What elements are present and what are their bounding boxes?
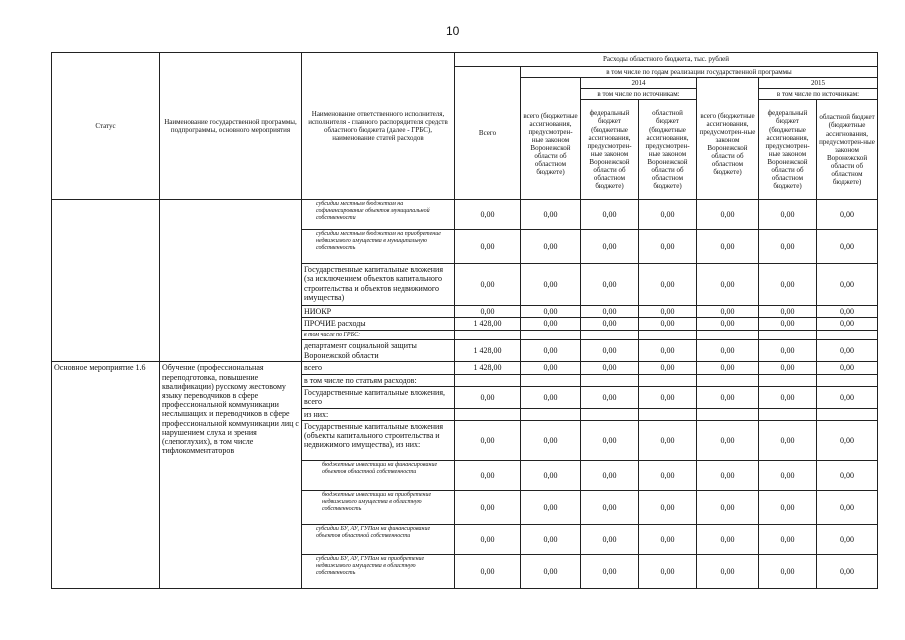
row-label: в том числе по ГРБС: [302,330,455,340]
row-value: 0,00 [817,306,878,318]
row-value: 0,00 [817,264,878,306]
row-value [817,330,878,340]
row-value: 0,00 [817,386,878,408]
row-value [759,374,817,386]
row-value: 0,00 [581,230,639,264]
row-total: 0,00 [455,420,521,460]
row-value [581,330,639,340]
row-value: 0,00 [521,264,581,306]
page-number: 10 [446,24,460,38]
row-value: 0,00 [759,490,817,524]
row-total [455,374,521,386]
row-total: 0,00 [455,554,521,588]
row-value: 0,00 [759,340,817,362]
row-value: 0,00 [581,318,639,330]
header-total-budget-2014: всего (бюджетные ассигнования, предусмотрен-ные законом Воронежской области об областном бюджете) [521,89,581,200]
budget-table [51,52,878,589]
row-label: ПРОЧИЕ расходы [302,318,455,330]
row-value: 0,00 [697,306,759,318]
row-value: 0,00 [697,490,759,524]
row-value: 0,00 [759,362,817,374]
row-value: 0,00 [697,386,759,408]
row-label: бюджетные инвестиции на приобретение недвижимого имущества в областную собственность [302,490,455,524]
row-value [639,330,697,340]
row-value: 0,00 [817,340,878,362]
header-year-2015: 2015 [759,78,878,89]
row-value: 0,00 [581,200,639,230]
row-value: 0,00 [817,318,878,330]
row-total: 0,00 [455,306,521,318]
row-value [697,408,759,420]
header-by-sources-2014: в том числе по источникам: [581,89,697,100]
row-value: 0,00 [817,554,878,588]
header-by-sources-2015: в том числе по источникам: [759,89,878,100]
row-value: 0,00 [759,230,817,264]
header-year-2014: 2014 [581,78,697,89]
row-label: субсидии местным бюджетам на софинансирование объектов муниципальной собственности [302,200,455,230]
row-value: 0,00 [817,200,878,230]
row-label: бюджетные инвестиции на финансирование объектов областной собственности [302,460,455,490]
row-value: 0,00 [639,490,697,524]
row-value: 0,00 [817,230,878,264]
row-value: 0,00 [817,460,878,490]
row-label: из них: [302,408,455,420]
row-value: 0,00 [697,230,759,264]
row-value: 0,00 [759,554,817,588]
row-value: 0,00 [639,460,697,490]
row-value: 0,00 [639,318,697,330]
row-value: 0,00 [581,386,639,408]
status-cell-empty [52,200,160,362]
row-value: 0,00 [697,200,759,230]
event-status: Основное мероприятие 1.6 [52,362,160,589]
row-value: 0,00 [759,306,817,318]
row-value: 0,00 [817,420,878,460]
row-value: 0,00 [639,554,697,588]
row-value: 0,00 [521,318,581,330]
name-cell-empty [160,200,302,362]
row-value: 0,00 [639,362,697,374]
row-value: 0,00 [639,230,697,264]
row-label: субсидии БУ, АУ, ГУПам на приобретение недвижимого имущества в областную собственность [302,554,455,588]
row-total: 0,00 [455,524,521,554]
row-value: 0,00 [521,420,581,460]
row-value: 0,00 [759,524,817,554]
row-value: 0,00 [521,554,581,588]
row-value: 0,00 [521,306,581,318]
row-value: 0,00 [697,420,759,460]
row-value [817,374,878,386]
row-value: 0,00 [759,420,817,460]
row-label: всего [302,362,455,374]
row-value: 0,00 [697,318,759,330]
row-value: 0,00 [521,524,581,554]
header-regional-2014: областной бюджет (бюджетные ассигнования, предусмотрен-ные законом Воронежской области об областном бюджете) [639,100,697,200]
row-value: 0,00 [581,524,639,554]
row-value: 0,00 [817,490,878,524]
row-value: 0,00 [581,420,639,460]
row-value [581,374,639,386]
row-value: 0,00 [697,524,759,554]
row-label: департамент социальной защиты Воронежской области [302,340,455,362]
row-value: 0,00 [581,340,639,362]
row-total: 0,00 [455,264,521,306]
row-total: 1 428,00 [455,318,521,330]
row-total: 0,00 [455,460,521,490]
row-value: 0,00 [581,306,639,318]
row-value: 0,00 [759,264,817,306]
row-value: 0,00 [581,362,639,374]
row-value: 0,00 [759,386,817,408]
row-value: 0,00 [521,490,581,524]
row-value: 0,00 [697,362,759,374]
header-total-budget-2015: всего (бюджетные ассигнования, предусмотрен-ные законом Воронежской области об областном бюджете) [697,89,759,200]
row-label: в том числе по статьям расходов: [302,374,455,386]
row-value: 0,00 [639,524,697,554]
header-executor: Наименование ответственного исполнителя, исполнителя - главного распорядителя средств областного бюджета (далее - ГРБС), наименование статей расходов [302,53,455,200]
header-total: Всего [455,67,521,200]
row-value: 0,00 [581,264,639,306]
row-value: 0,00 [697,460,759,490]
row-value: 0,00 [759,200,817,230]
row-value: 0,00 [697,264,759,306]
row-value: 0,00 [639,264,697,306]
event-name: Обучение (профессиональная переподготовка, повышение квалификации) русскому жестовому языку переводчиков в сфере профессиональной коммуникации неслышащих и переводчиков в сфере профессиональной коммуникации лиц с нарушением слуха и зрения (слепоглухих), в том числе тифлокомментаторов [160,362,302,589]
row-total [455,408,521,420]
row-value [759,330,817,340]
row-value: 0,00 [521,340,581,362]
row-label: Государственные капитальные вложения (объекты капитального строительства и недвижимого имущества), из них: [302,420,455,460]
row-value: 0,00 [639,200,697,230]
row-value [817,408,878,420]
row-total: 0,00 [455,490,521,524]
header-program-name: Наименование государственной программы, подпрограммы, основного мероприятия [160,53,302,200]
header-regional-2015: областной бюджет (бюджетные ассигнования, предусмотрен-ные законом Воронежской области об областном бюджете) [817,100,878,200]
row-value [697,374,759,386]
row-value: 0,00 [521,460,581,490]
row-value: 0,00 [521,230,581,264]
row-value: 0,00 [817,524,878,554]
row-value: 0,00 [581,460,639,490]
row-value [521,408,581,420]
row-value: 0,00 [639,340,697,362]
row-value [639,408,697,420]
row-value [521,374,581,386]
row-value: 0,00 [697,340,759,362]
row-value [639,374,697,386]
row-value: 0,00 [639,386,697,408]
row-total: 0,00 [455,200,521,230]
row-value [697,330,759,340]
header-status: Статус [52,53,160,200]
row-label: субсидии БУ, АУ, ГУПам на финансирование объектов областной собственности [302,524,455,554]
row-value: 0,00 [639,306,697,318]
row-value [521,330,581,340]
row-value: 0,00 [697,554,759,588]
row-value: 0,00 [639,420,697,460]
row-value: 0,00 [521,200,581,230]
row-value: 0,00 [521,386,581,408]
row-value: 0,00 [759,460,817,490]
header-federal-2015: федеральный бюджет (бюджетные ассигнования, предусмотрен-ные законом Воронежской области об областном бюджете) [759,100,817,200]
row-total: 0,00 [455,230,521,264]
row-label: Государственные капитальные вложения, всего [302,386,455,408]
row-value: 0,00 [581,490,639,524]
row-value [759,408,817,420]
row-value [581,408,639,420]
row-total [455,330,521,340]
row-total: 1 428,00 [455,362,521,374]
row-value: 0,00 [759,318,817,330]
header-expenses: Расходы областного бюджета, тыс. рублей [455,53,878,67]
row-label: субсидии местным бюджетам на приобретение недвижимого имущества в муниципальную собственность [302,230,455,264]
row-value: 0,00 [817,362,878,374]
header-federal-2014: федеральный бюджет (бюджетные ассигнования, предусмотрен-ные законом Воронежской области об областном бюджете) [581,100,639,200]
row-value: 0,00 [521,362,581,374]
row-value: 0,00 [581,554,639,588]
header-by-years: в том числе по годам реализации государственной программы [521,67,878,78]
row-total: 0,00 [455,386,521,408]
row-label: НИОКР [302,306,455,318]
row-total: 1 428,00 [455,340,521,362]
row-label: Государственные капитальные вложения (за исключением объектов капитального строительства и объектов недвижимого имущества) [302,264,455,306]
